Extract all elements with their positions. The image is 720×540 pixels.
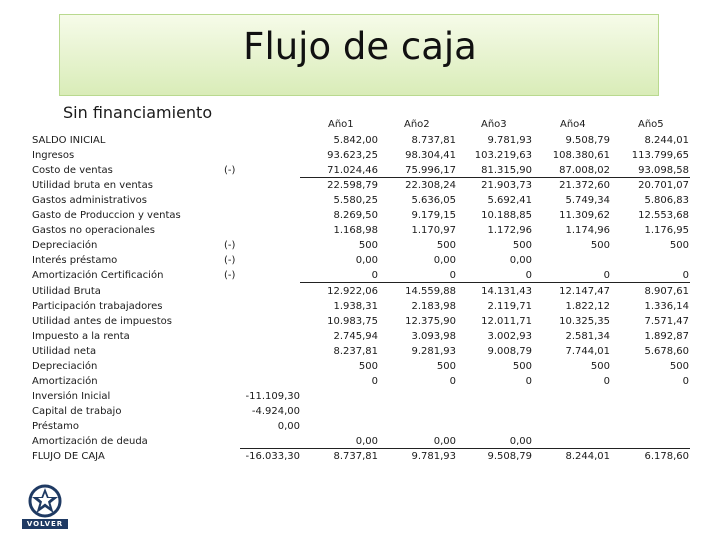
value-cell: 2.745,94: [333, 331, 378, 342]
value-cell: 0,00: [509, 255, 532, 266]
value-cell: 87.008,02: [559, 165, 610, 176]
value-cell: 500: [512, 240, 532, 251]
value-cell: 103.219,63: [474, 150, 532, 161]
value-cell: 1.174,96: [565, 225, 610, 236]
value-cell: 0,00: [355, 436, 378, 447]
value-cell: 93.623,25: [327, 150, 378, 161]
subtract-marker: (-): [224, 255, 236, 266]
value-cell: 10.188,85: [481, 210, 532, 221]
row-label: Gasto de Produccion y ventas: [32, 210, 181, 221]
year-header-1: Año1: [328, 119, 354, 130]
value-cell: 5.842,00: [333, 135, 378, 146]
value-cell: 0: [682, 270, 689, 281]
value-cell: 1.172,96: [487, 225, 532, 236]
value-cell: 0: [603, 270, 610, 281]
sum-rule: [240, 448, 690, 449]
value-cell: 71.024,46: [327, 165, 378, 176]
year0-value: -16.033,30: [245, 451, 300, 462]
value-cell: 12.375,90: [405, 316, 456, 327]
value-cell: 98.304,41: [405, 150, 456, 161]
value-cell: 6.178,60: [644, 451, 689, 462]
value-cell: 0: [371, 376, 378, 387]
value-cell: 108.380,61: [552, 150, 610, 161]
row-label: Depreciación: [32, 240, 98, 251]
back-button[interactable]: VOLVER: [22, 519, 68, 529]
value-cell: 1.938,31: [333, 301, 378, 312]
value-cell: 1.822,12: [565, 301, 610, 312]
value-cell: 0: [449, 376, 456, 387]
value-cell: 500: [358, 240, 378, 251]
value-cell: 500: [358, 361, 378, 372]
value-cell: 12.011,71: [481, 316, 532, 327]
value-cell: 0: [371, 270, 378, 281]
value-cell: 1.170,97: [411, 225, 456, 236]
row-label: Interés préstamo: [32, 255, 118, 266]
value-cell: 7.744,01: [565, 346, 610, 357]
value-cell: 8.737,81: [411, 135, 456, 146]
value-cell: 0: [449, 270, 456, 281]
value-cell: 500: [669, 240, 689, 251]
row-label: Utilidad neta: [32, 346, 97, 357]
value-cell: 500: [669, 361, 689, 372]
value-cell: 2.183,98: [411, 301, 456, 312]
value-cell: 8.907,61: [644, 286, 689, 297]
value-cell: 0,00: [355, 255, 378, 266]
value-cell: 5.692,41: [487, 195, 532, 206]
row-label: Depreciación: [32, 361, 98, 372]
year-header-5: Año5: [638, 119, 664, 130]
sum-rule: [300, 177, 690, 178]
value-cell: 9.179,15: [411, 210, 456, 221]
row-label: Utilidad Bruta: [32, 286, 101, 297]
value-cell: 0: [525, 376, 532, 387]
value-cell: 9.781,93: [411, 451, 456, 462]
year-header-4: Año4: [560, 119, 586, 130]
value-cell: 500: [590, 361, 610, 372]
value-cell: 12.922,06: [327, 286, 378, 297]
value-cell: 12.147,47: [559, 286, 610, 297]
value-cell: 22.598,79: [327, 180, 378, 191]
value-cell: 0,00: [509, 436, 532, 447]
value-cell: 5.749,34: [565, 195, 610, 206]
value-cell: 10.325,35: [559, 316, 610, 327]
value-cell: 1.892,87: [644, 331, 689, 342]
year0-value: -4.924,00: [251, 406, 300, 417]
value-cell: 5.636,05: [411, 195, 456, 206]
value-cell: 9.281,93: [411, 346, 456, 357]
row-label: SALDO INICIAL: [32, 135, 106, 146]
value-cell: 0,00: [433, 436, 456, 447]
value-cell: 3.002,93: [487, 331, 532, 342]
subtract-marker: (-): [224, 165, 236, 176]
value-cell: 1.176,95: [644, 225, 689, 236]
year-header-2: Año2: [404, 119, 430, 130]
value-cell: 0: [525, 270, 532, 281]
row-label: FLUJO DE CAJA: [32, 451, 105, 462]
year-header-3: Año3: [481, 119, 507, 130]
value-cell: 8.237,81: [333, 346, 378, 357]
row-label: Impuesto a la renta: [32, 331, 130, 342]
value-cell: 0: [682, 376, 689, 387]
value-cell: 0: [603, 376, 610, 387]
value-cell: 500: [590, 240, 610, 251]
row-label: Utilidad antes de impuestos: [32, 316, 172, 327]
value-cell: 9.008,79: [487, 346, 532, 357]
subtract-marker: (-): [224, 270, 236, 281]
value-cell: 14.131,43: [481, 286, 532, 297]
page-title: Flujo de caja: [243, 25, 477, 68]
value-cell: 1.336,14: [644, 301, 689, 312]
value-cell: 12.553,68: [638, 210, 689, 221]
year0-value: -11.109,30: [245, 391, 300, 402]
row-label: Ingresos: [32, 150, 75, 161]
value-cell: 8.737,81: [333, 451, 378, 462]
value-cell: 11.309,62: [559, 210, 610, 221]
row-label: Amortización: [32, 376, 98, 387]
sum-rule: [300, 282, 690, 283]
row-label: Amortización Certificación: [32, 270, 164, 281]
value-cell: 1.168,98: [333, 225, 378, 236]
row-label: Capital de trabajo: [32, 406, 122, 417]
row-label: Costo de ventas: [32, 165, 113, 176]
value-cell: 2.581,34: [565, 331, 610, 342]
value-cell: 9.508,79: [487, 451, 532, 462]
year0-value: 0,00: [277, 421, 300, 432]
row-label: Amortización de deuda: [32, 436, 148, 447]
value-cell: 7.571,47: [644, 316, 689, 327]
value-cell: 14.559,88: [405, 286, 456, 297]
row-label: Préstamo: [32, 421, 80, 432]
value-cell: 113.799,65: [631, 150, 689, 161]
value-cell: 8.269,50: [333, 210, 378, 221]
value-cell: 500: [512, 361, 532, 372]
value-cell: 10.983,75: [327, 316, 378, 327]
value-cell: 5.678,60: [644, 346, 689, 357]
value-cell: 2.119,71: [487, 301, 532, 312]
row-label: Gastos administrativos: [32, 195, 147, 206]
value-cell: 8.244,01: [565, 451, 610, 462]
value-cell: 9.781,93: [487, 135, 532, 146]
value-cell: 500: [436, 361, 456, 372]
row-label: Gastos no operacionales: [32, 225, 156, 236]
value-cell: 5.806,83: [644, 195, 689, 206]
value-cell: 5.580,25: [333, 195, 378, 206]
value-cell: 81.315,90: [481, 165, 532, 176]
subtract-marker: (-): [224, 240, 236, 251]
value-cell: 20.701,07: [638, 180, 689, 191]
value-cell: 21.903,73: [481, 180, 532, 191]
value-cell: 0,00: [433, 255, 456, 266]
value-cell: 3.093,98: [411, 331, 456, 342]
row-label: Utilidad bruta en ventas: [32, 180, 153, 191]
value-cell: 8.244,01: [644, 135, 689, 146]
value-cell: 21.372,60: [559, 180, 610, 191]
subtitle: Sin financiamiento: [63, 103, 213, 122]
value-cell: 500: [436, 240, 456, 251]
row-label: Inversión Inicial: [32, 391, 111, 402]
value-cell: 93.098,58: [638, 165, 689, 176]
value-cell: 9.508,79: [565, 135, 610, 146]
value-cell: 22.308,24: [405, 180, 456, 191]
row-label: Participación trabajadores: [32, 301, 163, 312]
value-cell: 75.996,17: [405, 165, 456, 176]
